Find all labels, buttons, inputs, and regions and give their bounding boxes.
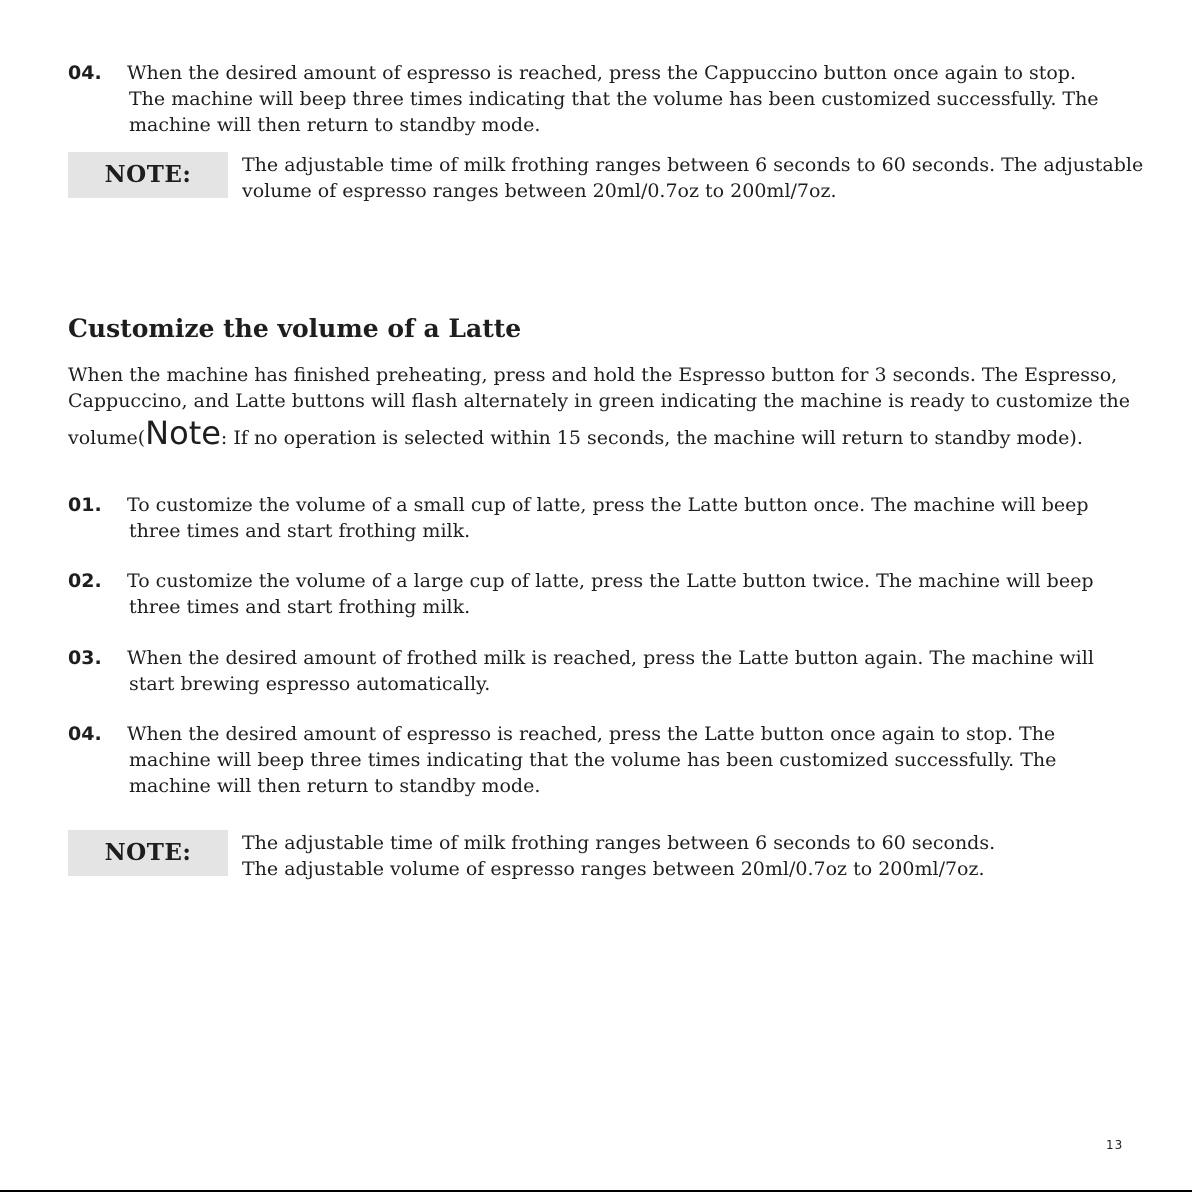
note-line: The adjustable time of milk frothing ranges between 6 seconds to 60 seconds.: [242, 832, 996, 854]
step-number: 04.: [68, 723, 102, 745]
latte-step-4: [68, 721, 1118, 799]
intro-paragraph: [68, 362, 1128, 451]
intro-prefix: volume(: [68, 427, 146, 449]
intro-line: When the machine has finished preheating, press and hold the Espresso button for 3 seconds. The Espresso,: [68, 364, 1118, 386]
inline-note-word: Note: [145, 414, 221, 452]
step-text: To customize the volume of a large cup of latte, press the Latte button twice. The machine will beep three times and start frothing milk.: [127, 570, 1094, 618]
step-number: 01.: [68, 494, 102, 516]
intro-line: [68, 414, 1128, 452]
latte-step-1: [68, 492, 1118, 544]
step-number: 04.: [68, 62, 102, 84]
note-line: The adjustable volume of espresso ranges between 20ml/0.7oz to 200ml/7oz.: [242, 858, 985, 880]
step-text: When the desired amount of espresso is reached, press the Cappuccino button once again to stop. The machine will beep three times indicating that the volume has been customized successfully. The machine will then return to standby mode.: [127, 62, 1099, 136]
note-text: [242, 152, 1142, 204]
step-text: When the desired amount of espresso is reached, press the Latte button once again to stop. The machine will beep three times indicating that the volume has been customized successfully. The machine will then return to standby mode.: [127, 723, 1057, 797]
note-label: NOTE:: [68, 830, 228, 876]
note-line: The adjustable time of milk frothing ranges between 6 seconds to 60 seconds. The adjustable: [242, 154, 1144, 176]
intro-suffix: : If no operation is selected within 15 seconds, the machine will return to standby mode).: [220, 427, 1083, 449]
note-text: [242, 830, 1142, 882]
intro-line: Cappuccino, and Latte buttons will flash alternately in green indicating the machine is ready to customize the: [68, 390, 1130, 412]
cappuccino-step-4: [68, 60, 1118, 138]
step-text: When the desired amount of frothed milk is reached, press the Latte button again. The machine will start brewing espresso automatically.: [127, 647, 1094, 695]
step-number: 02.: [68, 570, 102, 592]
note-label: NOTE:: [68, 152, 228, 198]
latte-step-2: [68, 568, 1118, 620]
latte-step-3: [68, 645, 1118, 697]
step-text: To customize the volume of a small cup of latte, press the Latte button once. The machine will beep three times and start frothing milk.: [127, 494, 1089, 542]
page-number: 13: [1106, 1138, 1124, 1152]
step-number: 03.: [68, 647, 102, 669]
note-line: volume of espresso ranges between 20ml/0.7oz to 200ml/7oz.: [242, 180, 837, 202]
section-heading: Customize the volume of a Latte: [68, 314, 522, 343]
